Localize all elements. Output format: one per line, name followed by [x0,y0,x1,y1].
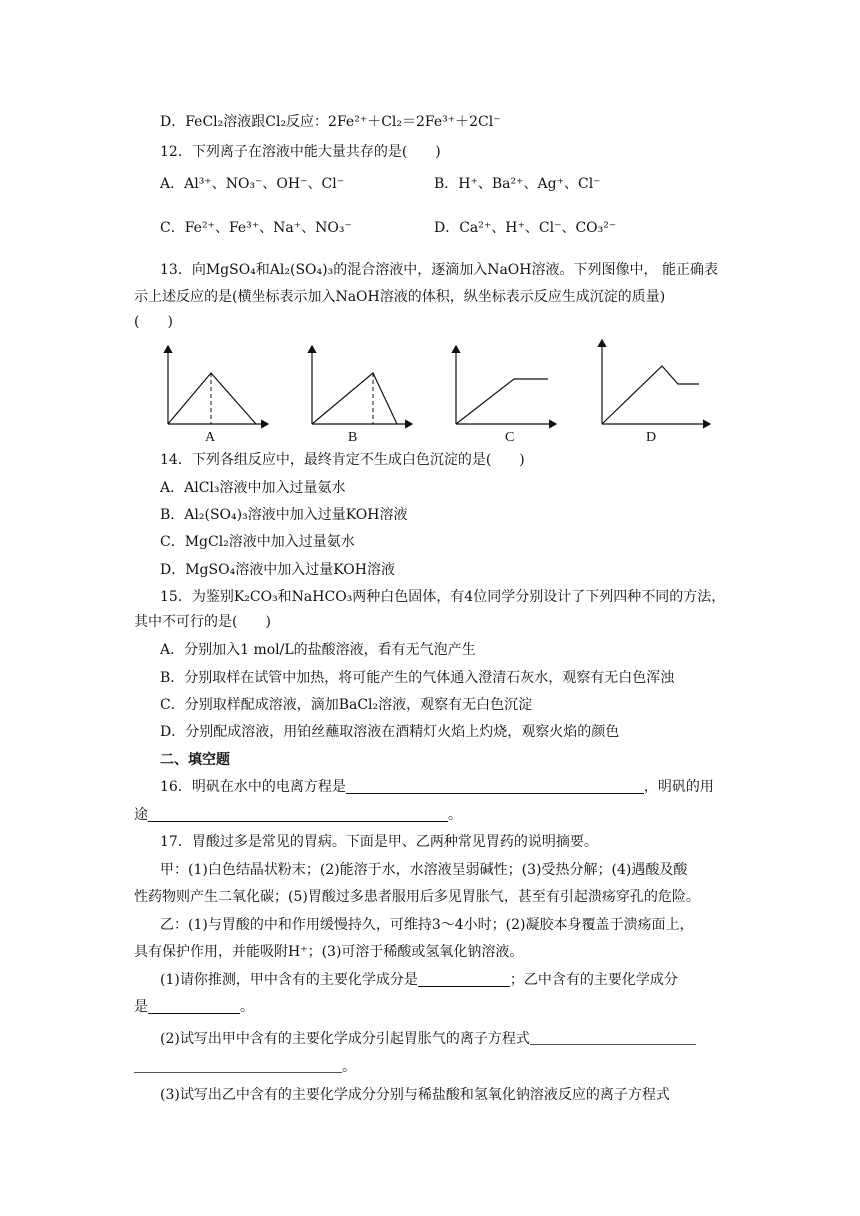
q17-p1-text-1: (1)请你推测，甲中含有的主要化学成分是 [160,972,418,988]
q12-stem: 12．下列离子在溶液中能大量共存的是( ) [160,144,441,160]
q17-intro: 17．胃酸过多是常见的胃病。下面是甲、乙两种常见胃药的说明摘要。 [160,834,598,850]
q12-option-a: A．Al³⁺、NO₃⁻、OH⁻、Cl⁻ [160,176,345,192]
q13-graphs [150,336,730,456]
q14-option-c: C．MgCl₂溶液中加入过量氨水 [160,534,355,550]
q16-blank-2[interactable] [148,807,448,822]
q16-text-3: 途 [134,807,148,823]
q15-option-c: C．分别取样配成溶液，滴加BaCl₂溶液，观察有无白色沉淀 [160,697,533,713]
graph-a [168,346,268,424]
q17-yi-line2: 具有保护作用，并能吸附H⁺；(3)可溶于稀酸或氢氧化钠溶液。 [134,944,524,960]
graph-d [602,340,710,424]
q17-blank-jia[interactable] [418,972,510,987]
q16-text-1: 16．明矾在水中的电离方程是 [160,779,346,795]
q17-part2-line1 [160,1029,696,1049]
q17-part1-line1 [160,970,678,990]
graph-label-a: A [205,430,216,445]
q14-option-d: D．MgSO₄溶液中加入过量KOH溶液 [160,562,395,578]
q14-stem: 14．下列各组反应中，最终肯定不生成白色沉淀的是( ) [160,452,525,468]
q17-part1-line2 [134,997,254,1017]
graph-label-b: B [348,430,358,445]
q15-option-b: B．分别取样在试管中加热，将可能产生的气体通入澄清石灰水，观察有无白色浑浊 [160,670,675,686]
q14-option-b: B．Al₂(SO₄)₃溶液中加入过量KOH溶液 [160,507,408,523]
q16-line1 [160,777,714,797]
q11-option-d [160,112,501,132]
q17-p2-text-2: 。 [342,1059,356,1075]
q17-part3-line1: (3)试写出乙中含有的主要化学成分分别与稀盐酸和氢氧化钠溶液反应的离子方程式 [160,1087,670,1103]
graph-b-curve [312,373,397,424]
q15-stem-line2: 其中不可行的是( ) [134,614,271,630]
graph-c [456,346,556,424]
q13-stem-line1: 13．向MgSO₄和Al₂(SO₄)₃的混合溶液中，逐滴加入NaOH溶液。下列图像中， 能正确表 [160,262,718,278]
q15-option-d: D．分别配成溶液，用铂丝蘸取溶液在酒精灯火焰上灼烧，观察火焰的颜色 [160,724,620,740]
q15-option-a: A．分别加入1 mol/L的盐酸溶液，看有无气泡产生 [160,642,476,658]
graph-a-curve [168,373,256,424]
q16-text-2: ，明矾的用 [643,779,714,795]
q16-blank-1[interactable] [346,779,644,794]
q17-blank-eq-1[interactable] [530,1030,696,1045]
q11-option-d-text: D．FeCl₂溶液跟Cl₂反应：2Fe²⁺＋Cl₂＝2Fe³⁺＋2Cl⁻ [160,114,501,130]
section-title: 二、填空题 [160,752,230,768]
q17-blank-yi[interactable] [148,999,240,1014]
q17-part2-line2 [134,1057,356,1077]
q15-stem-line1: 15．为鉴别K₂CO₃和NaHCO₃两种白色固体，有4位同学分别设计了下列四种不同的方法， [160,589,726,605]
q17-jia-line1: 甲：(1)白色结晶状粉末；(2)能溶于水，水溶液呈弱碱性；(3)受热分解；(4)遇酸及酸 [160,862,688,878]
graph-d-curve [602,366,699,424]
q17-p1-text-4: 。 [240,999,254,1015]
graph-b [312,346,412,424]
q17-blank-eq-2[interactable] [134,1058,342,1073]
q16-line2 [134,805,462,825]
q17-p2-text-1: (2)试写出甲中含有的主要化学成分引起胃胀气的离子方程式 [160,1031,530,1047]
q16-text-4: 。 [448,807,462,823]
q17-yi-line1: 乙：(1)与胃酸的中和作用缓慢持久，可维持3～4小时；(2)凝胶本身覆盖于溃疡面上， [160,917,694,933]
q17-p1-text-3: 是 [134,999,148,1015]
graph-label-d: D [646,430,657,445]
q12-option-d: D．Ca²⁺、H⁺、Cl⁻、CO₃²⁻ [434,220,617,236]
q12-option-b: B．H⁺、Ba²⁺、Ag⁺、Cl⁻ [434,176,601,192]
graph-c-curve [456,379,548,424]
q14-option-a: A．AlCl₃溶液中加入过量氨水 [160,480,346,496]
q17-jia-line2: 性药物则产生二氧化碳；(5)胃酸过多患者服用后多见胃胀气，甚至有引起溃疡穿孔的危险。 [134,889,700,905]
graph-label-c: C [505,430,515,445]
q13-stem-line2: 示上述反应的是(横坐标表示加入NaOH溶液的体积，纵坐标表示反应生成沉淀的质量) [134,289,666,305]
q13-stem-line3: ( ) [134,314,173,330]
q17-p1-text-2: ；乙中含有的主要化学成分 [509,972,678,988]
q12-option-c: C．Fe²⁺、Fe³⁺、Na⁺、NO₃⁻ [160,220,352,236]
